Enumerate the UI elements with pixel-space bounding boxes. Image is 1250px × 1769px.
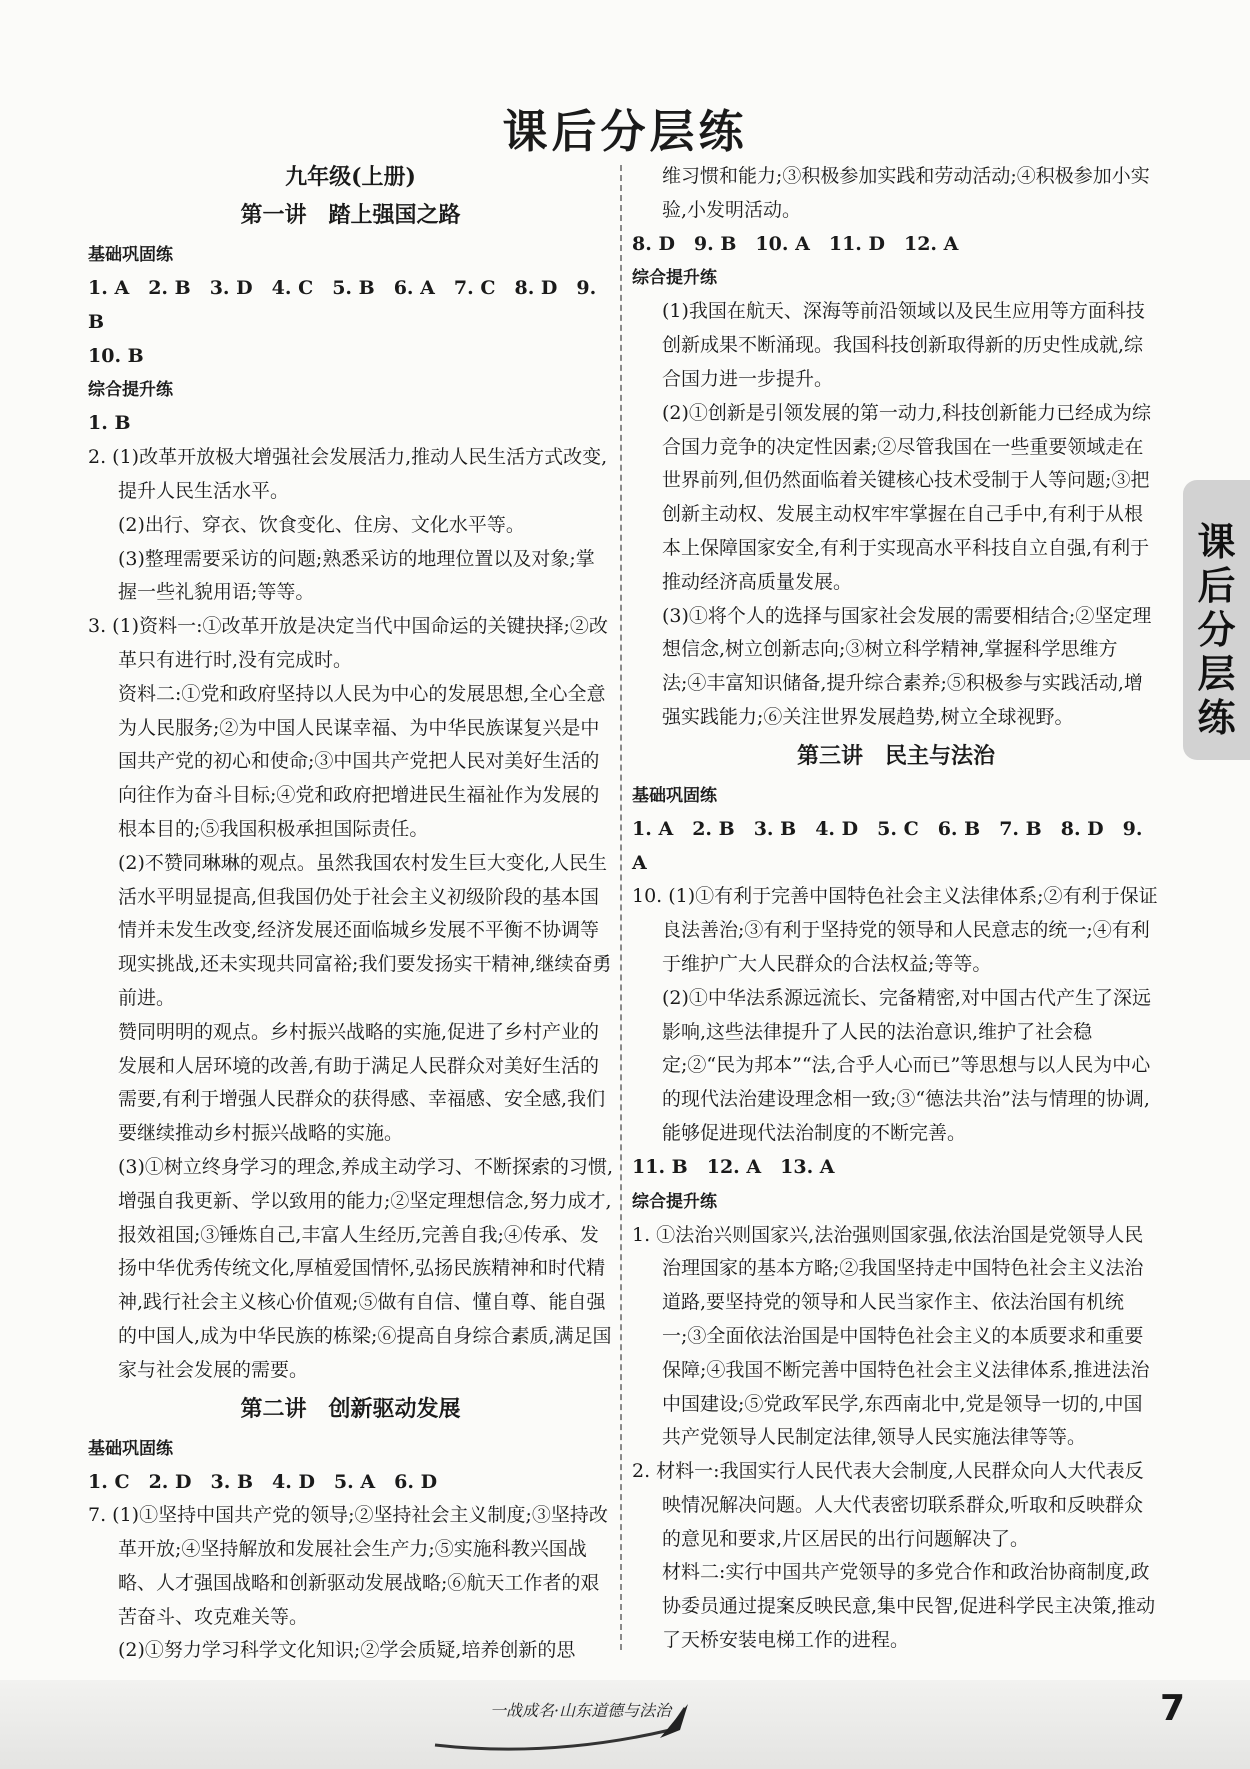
column-divider: [620, 165, 622, 1650]
answer-paragraph: (1)我国在航天、深海等前沿领域以及民生应用等方面科技创新成果不断涌现。我国科技创新取得新的历史性成就,综合国力进一步提升。: [662, 300, 1145, 390]
page-number: 7: [1160, 1688, 1186, 1729]
right-column: [632, 160, 1160, 1658]
answer-paragraph: (2)不赞同琳琳的观点。虽然我国农村发生巨大变化,人民生活水平明显提高,但我国仍处于社会主义初级阶段的基本国情并未发生改变,经济发展还面临城乡发展不平衡不协调等现实挑战,还未实现共同富裕;我们要发扬实干精神,继续奋勇前进。: [118, 851, 612, 1009]
answer-paragraph: 赞同明明的观点。乡村振兴战略的实施,促进了乡村产业的发展和人居环境的改善,有助于满足人民群众对美好生活的需要,有利于增强人民群众的获得感、幸福感、安全感,我们要继续推动乡村振兴战略的实施。: [118, 1020, 606, 1145]
section-heading: 综合提升练: [632, 268, 717, 289]
answer-line: 1. B: [88, 412, 131, 435]
answer-paragraph: (3)①树立终身学习的理念,养成主动学习、不断探索的习惯,增强自我更新、学以致用的能力;②坚定理想信念,努力成才,报效祖国;③锤炼自己,丰富人生经历,完善自我;④传承、发扬中华优秀传统文化,厚植爱国情怀,弘扬民族精神和时代精神,践行社会主义核心价值观;⑤做有自信、懂自尊、能自强的中国人,成为中华民族的栋梁;⑥提高自身综合素质,满足国家与社会发展的需要。: [118, 1155, 613, 1381]
answer-paragraph: (3)①将个人的选择与国家社会发展的需要相结合;②坚定理想信念,树立创新志向;③树立科学精神,掌握科学思维方法;④丰富知识储备,提升综合素养;⑤积极参与实践活动,增强实践能力;⑥关注世界发展趋势,树立全球视野。: [662, 604, 1152, 728]
lecture-heading: 第二讲 创新驱动发展: [240, 1396, 461, 1422]
section-heading: 综合提升练: [632, 1191, 717, 1212]
answer-paragraph: 材料二:实行中国共产党领导的多党合作和政治协商制度,政协委员通过提案反映民意,集中民智,促进科学民主决策,推动了天桥安装电梯工作的进程。: [662, 1561, 1156, 1652]
answer-item: 7. (1)①坚持中国共产党的领导;②坚持社会主义制度;③坚持改革开放;④坚持解放和发展社会生产力;⑤实施科教兴国战略、人才强国战略和创新驱动发展战略;⑥航天工作者的艰苦奋斗、攻克难关等。: [88, 1504, 608, 1628]
answer-item: 3. (1)资料一:①改革开放是决定当代中国命运的关键抉择;②改革只有进行时,没有完成时。: [88, 615, 608, 671]
answer-line: 1. A 2. B 3. B 4. D 5. C 6. B 7. B 8. D 9. A: [632, 817, 1143, 874]
side-tab-label: 课 后 分 层 练: [1197, 520, 1236, 740]
answer-line: 8. D 9. B 10. A 11. D 12. A: [632, 232, 959, 255]
page-title: 课后分层练: [502, 105, 748, 158]
answer-paragraph: (2)①创新是引领发展的第一动力,科技创新能力已经成为综合国力竞争的决定性因素;②尽管我国在一些重要领域走在世界前列,但仍然面临着关键核心技术受制于人等问题;③把创新主动权、发展主动权牢牢掌握在自己手中,有利于从根本上保障国家安全,有利于实现高水平科技自立自强,有利于推动经济高质量发展。: [662, 401, 1151, 593]
answer-item: 2. 材料一:我国实行人民代表大会制度,人民群众向人大代表反映情况解决问题。人大代表密切联系群众,听取和反映群众的意见和要求,片区居民的出行问题解决了。: [632, 1460, 1144, 1550]
answer-paragraph: (2)①努力学习科学文化知识;②学会质疑,培养创新的思: [118, 1639, 576, 1662]
answer-line: 1. C 2. D 3. B 4. D 5. A 6. D: [88, 1470, 438, 1493]
section-heading: 基础巩固练: [632, 785, 717, 806]
section-heading: 综合提升练: [88, 380, 173, 401]
answer-line: 11. B 12. A 13. A: [632, 1155, 835, 1178]
answer-item: 2. (1)改革开放极大增强社会发展活力,推动人民生活方式改变,提升人民生活水平。: [88, 446, 608, 502]
side-tab: [1183, 480, 1250, 760]
section-heading: 基础巩固练: [88, 245, 173, 265]
answer-paragraph: 维习惯和能力;③积极参加实践和劳动活动;④积极参加小实验,小发明活动。: [662, 165, 1150, 221]
lecture-heading: 第三讲 民主与法治: [796, 743, 995, 769]
answer-line: 10. B: [88, 344, 144, 367]
answer-item: 10. (1)①有利于完善中国特色社会主义法律体系;②有利于保证良法善治;③有利于坚持党的领导和人民意志的统一;④有利于维护广大人民群众的合法权益;等等。: [632, 885, 1158, 975]
answer-paragraph: (3)整理需要采访的问题;熟悉采访的地理位置以及对象;掌握一些礼貌用语;等等。: [118, 547, 595, 604]
answer-paragraph: (2)出行、穿衣、饮食变化、住房、文化水平等。: [118, 513, 525, 536]
footer-text: 一战成名·山东道德与法治: [490, 1701, 672, 1720]
left-column: [88, 160, 613, 1668]
section-heading: 基础巩固练: [88, 1438, 173, 1459]
answer-paragraph: 资料二:①党和政府坚持以人民为中心的发展思想,全心全意为人民服务;②为中国人民谋幸福、为中华民族谋复兴是中国共产党的初心和使命;③中国共产党把人民对美好生活的向往作为奋斗目标;④党和政府把增进民生福祉作为发展的根本目的;⑤我国积极承担国际责任。: [118, 682, 606, 840]
answer-line: 1. A 2. B 3. D 4. C 5. B 6. A 7. C 8. D 9. B: [88, 277, 597, 333]
answer-paragraph: (2)①中华法系源远流长、完备精密,对中国古代产生了深远影响,这些法律提升了人民的法治意识,维护了社会稳定;②“民为邦本”“法,合乎人心而已”等思想与以人民为中心的现代法治建设理念相一致;③“德法共治”法与情理的协调,能够促进现代法治制度的不断完善。: [662, 986, 1151, 1144]
lecture-heading: 第一讲 踏上强国之路: [240, 203, 461, 228]
grade-heading: 九年级(上册): [285, 164, 416, 190]
answer-item: 1. ①法治兴则国家兴,法治强则国家强,依法治国是党领导人民治理国家的基本方略;②我国坚持走中国特色社会主义法治道路,要坚持党的领导和人民当家作主、依法治国有机统一;③全面依法治国是中国特色社会主义的本质要求和重要保障;④我国不断完善中国特色社会主义法律体系,推进法治中国建设;⑤党政军民学,东西南北中,党是领导一切的,中国共产党领导人民制定法律,领导人民实施法律等等。: [632, 1223, 1150, 1449]
